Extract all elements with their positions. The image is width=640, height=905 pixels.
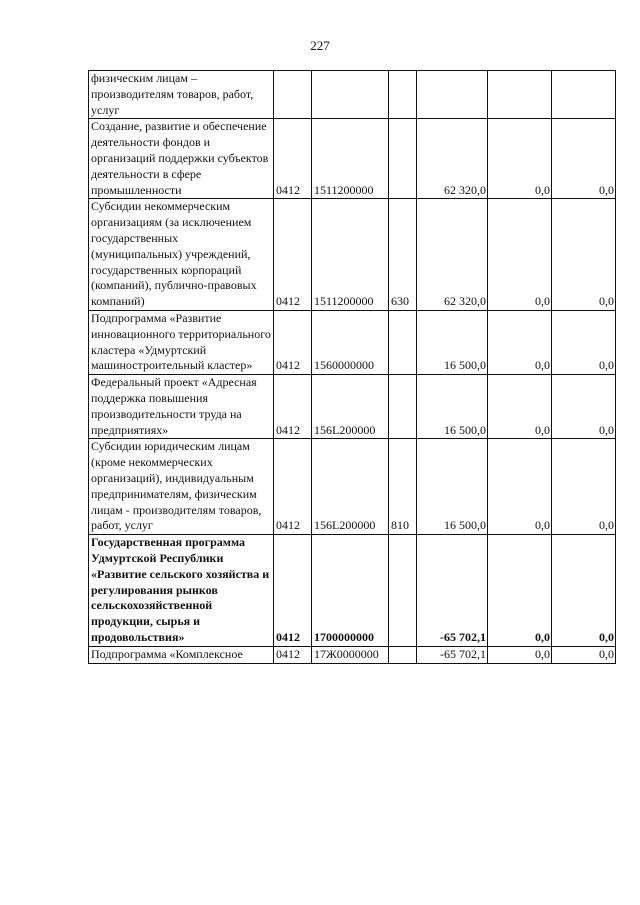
- expense-type-code: 810: [389, 439, 417, 535]
- sum-1: 16 500,0: [417, 439, 488, 535]
- row-name: Государственная программа Удмуртской Республики «Развитие сельского хозяйства и регулирования рынков сельскохозяйственной продукции, сырья и продовольствия»: [89, 535, 274, 647]
- sum-2: 0,0: [488, 439, 552, 535]
- section-code: 0412: [274, 375, 312, 439]
- sum-1: 16 500,0: [417, 310, 488, 374]
- sum-2: 0,0: [488, 375, 552, 439]
- page-number: 227: [310, 38, 330, 53]
- table-row: [89, 535, 616, 647]
- expense-type-code: [389, 375, 417, 439]
- target-code: 1511200000: [312, 199, 389, 311]
- row-name: Подпрограмма «Комплексное: [89, 646, 274, 663]
- sum-3: 0,0: [552, 375, 616, 439]
- sum-2: 0,0: [488, 535, 552, 647]
- expense-type-code: [389, 646, 417, 663]
- target-code: [312, 71, 389, 119]
- row-name: Федеральный проект «Адресная поддержка повышения производительности труда на предприятиях»: [89, 375, 274, 439]
- table-row: [89, 375, 616, 439]
- section-code: 0412: [274, 535, 312, 647]
- row-name: Подпрограмма «Развитие инновационного территориального кластера «Удмуртский машиностроительный кластер»: [89, 310, 274, 374]
- sum-1: -65 702,1: [417, 535, 488, 647]
- sum-3: 0,0: [552, 646, 616, 663]
- table-row: [89, 439, 616, 535]
- expense-type-code: [389, 71, 417, 119]
- expense-type-code: 630: [389, 199, 417, 311]
- expense-type-code: [389, 119, 417, 199]
- table-row: [89, 71, 616, 119]
- sum-2: 0,0: [488, 310, 552, 374]
- section-code: 0412: [274, 310, 312, 374]
- sum-2: 0,0: [488, 119, 552, 199]
- expense-type-code: [389, 310, 417, 374]
- table-row: [89, 119, 616, 199]
- target-code: 17Ж0000000: [312, 646, 389, 663]
- sum-3: 0,0: [552, 199, 616, 311]
- sum-3: 0,0: [552, 119, 616, 199]
- sum-1: [417, 71, 488, 119]
- sum-1: 16 500,0: [417, 375, 488, 439]
- target-code: 1560000000: [312, 310, 389, 374]
- row-name: физическим лицам – производителям товаров, работ, услуг: [89, 71, 274, 119]
- section-code: 0412: [274, 646, 312, 663]
- section-code: 0412: [274, 199, 312, 311]
- sum-2: 0,0: [488, 199, 552, 311]
- section-code: [274, 71, 312, 119]
- target-code: 156L200000: [312, 439, 389, 535]
- row-name: Субсидии юридическим лицам (кроме некоммерческих организаций), индивидуальным предпринимателям, физическим лицам - производителям товаров, работ, услуг: [89, 439, 274, 535]
- table-row: [89, 310, 616, 374]
- budget-table: [88, 70, 616, 664]
- row-name: Создание, развитие и обеспечение деятельности фондов и организаций поддержки субъектов деятельности в сфере промышленности: [89, 119, 274, 199]
- table-row: [89, 199, 616, 311]
- section-code: 0412: [274, 439, 312, 535]
- sum-3: 0,0: [552, 439, 616, 535]
- sum-2: [488, 71, 552, 119]
- sum-2: 0,0: [488, 646, 552, 663]
- sum-3: 0,0: [552, 535, 616, 647]
- sum-1: -65 702,1: [417, 646, 488, 663]
- section-code: 0412: [274, 119, 312, 199]
- sum-1: 62 320,0: [417, 119, 488, 199]
- target-code: 1700000000: [312, 535, 389, 647]
- expense-type-code: [389, 535, 417, 647]
- target-code: 1511200000: [312, 119, 389, 199]
- sum-1: 62 320,0: [417, 199, 488, 311]
- target-code: 156L200000: [312, 375, 389, 439]
- table-row: [89, 646, 616, 663]
- row-name: Субсидии некоммерческим организациям (за исключением государственных (муниципальных) учреждений, государственных корпораций (компаний), публично-правовых компаний): [89, 199, 274, 311]
- sum-3: 0,0: [552, 310, 616, 374]
- sum-3: [552, 71, 616, 119]
